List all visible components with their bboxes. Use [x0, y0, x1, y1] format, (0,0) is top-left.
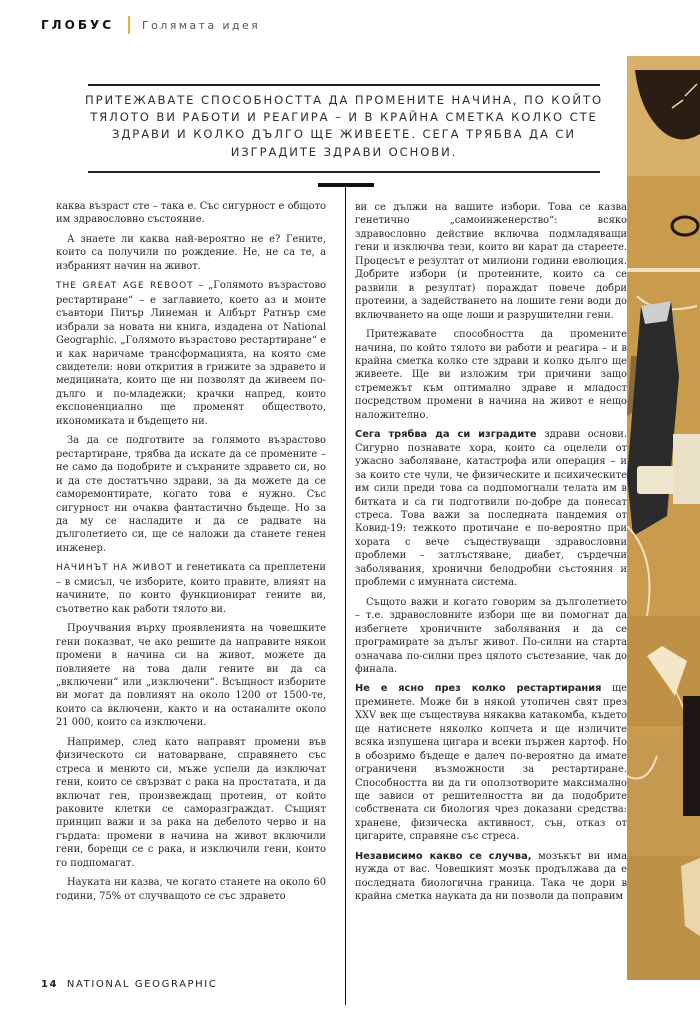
running-header [41, 13, 260, 37]
page-number: 14 [41, 979, 59, 990]
paragraph: А знаете ли каква най-вероятно не е? Гените, които са получили по рождение. Не, не са те, а избраният начин на живот. [56, 233, 326, 272]
paragraph: THE GREAT AGE REBOOT – „Голямото възрастово рестартиране“ – е заглавието, което аз и моите съавтори Питър Линеман и Албърт Ратнър сме избрали за новата ни книга, издадена от National Geographic. „Голямото възрастово рестартиране“ е и как наричаме трансформацията, на която сме свидетели: нови открития в грижите за здравето и медицината, които ще ни позволят да живеем по-дълго и по-младежки; крачки напред, които експоненциално ще променят обществото, икономиката и бъдещето ни. [56, 280, 326, 427]
topic-label: Голямата идея [142, 18, 261, 32]
section-lead-in: THE GREAT AGE REBOOT [56, 281, 194, 292]
paragraph: Притежавате способността да промените начина, по който тялото ви работи и реагира – и в крайна сметка колко сте здрави и колко дълго ще живеете. Ще ви изложим три причини защо стремежът към оптимално здраве и младост посредством промени в начина на живот е нещо наложително. [355, 329, 627, 421]
run-in-heading: Независимо какво се случва, [355, 850, 532, 862]
decorative-illustration [627, 56, 700, 980]
paragraph: Науката ни казва, че когато станете на около 60 години, 75% от случващото се със здравето [56, 877, 326, 902]
paragraph: Проучвания върху проявленията на човешките гени показват, че ако решите да направите някои промени в начина си на живот, можете да повлияете на това дали гените ви да са „включени“ или „изключени“. Всъщност изборите ви могат да повлияят на около 1200 от 1500-те, които са включени, както и на останалите около 21 000, които са изключени. [56, 623, 326, 729]
run-in-heading: Сега трябва да си изградите [355, 429, 537, 441]
bottom-rule [88, 171, 600, 173]
section-lead-in: НАЧИНЪТ НА ЖИВОТ [56, 563, 173, 574]
pull-quote: ПРИТЕЖАВАТЕ СПОСОБНОСТТА ДА ПРОМЕНИТЕ НАЧИНА, ПО КОЙТО ТЯЛОТО ВИ РАБОТИ И РЕАГИРА – И В КРАЙНА СМЕТКА КОЛКО СТЕ ЗДРАВИ И КОЛКО ДЪЛГО ЩЕ ЖИВЕЕТЕ. СЕГА ТРЯБВА ДА СИ ИЗГРАДИТЕ ЗДРАВИ ОСНОВИ. [85, 93, 603, 159]
magazine-name: NATIONAL GEOGRAPHIC [66, 979, 218, 990]
header-separator [128, 16, 130, 34]
paragraph: Същото важи и когато говорим за дълголетието – т.е. здравословните избори ще ви помогнат да избегнете хроничните заболявания и да се програмирате за дълъг живот. По-силни на старта означава по-силни през цялото състезание, чак до финала. [355, 596, 627, 675]
paragraph: Независимо какво се случва, мозъкът ви има нужда от вас. Човешкият мозък продължава да е последната биологична граница. Така че дори в крайна сметка науката да ни позволи да поправим [355, 850, 627, 903]
paragraph: Сега трябва да си изградите здрави основи. Сигурно познавате хора, които са оцелели от ужасно заболяване, катастрофа или операция – и за които сте чули, че физическите и психическите им сили преди това са подпомогнали телата им в битката и са ги подготвили по-добре да понесат стреса. Това важи за последната пандемия от Ковид-19: тежкото протичане е по-вероятно при хората с вече съществуващи здравословни проблеми – затлъстяване, диабет, сърдечни заболявания, хронични белодробни състояния и проблеми с имунната система. [355, 429, 627, 589]
paragraph: ви се дължи на вашите избори. Това се казва генетично „самоинженерство“: всяко здравословно действие включва подмладяващи гени и изключва тези, които ви карат да стареете. Процесът е резултат от милиони години еволюция. Добрите избори (и протеините, които са се развили в резултат) пораждат повече добри протеини, а задействането на лошите гени води до включването на още лоши и разрушителни гени. [355, 202, 627, 321]
column-divider [345, 186, 346, 1005]
paragraph: НАЧИНЪТ НА ЖИВОТ и генетиката са преплетени – в смисъл, че изборите, които правите, влияят на начините, по които функционират гените ви, съответно как работи тялото ви. [56, 562, 326, 615]
body-column-left [56, 200, 326, 1002]
paragraph: Например, след като направят промени във физическото си натоварване, справянето със стреса и менюто си, мъже успели да изключат гени, които се свързват с рака на простатата, и да включат ген, произвеждащ протеин, от който раковите клетки се саморазграждат. Същият принцип важи и за рака на дебелото черво и на гърдата: промени в начина на живот включили гени, борещи се с рака, и изключили гени, които го подпомагат. [56, 736, 326, 869]
column-divider-cap [318, 183, 374, 187]
paragraph: За да се подготвите за голямото възрастово рестартиране, трябва да искате да се промените – не само да подобрите и съхраните здравето си, но и да сте достатъчно здрави, за да можете да се саморемонтирате, когато това е нужно. Със сигурност ни очаква фантастично бъдеще. Но за да му се насладите и да се радвате на дълголетието си, ще се наложи да станете генен инженер. [56, 435, 326, 554]
body-column-right [355, 201, 627, 1003]
run-in-heading: Не е ясно през колко рестартирания [355, 683, 602, 695]
paragraph: Не е ясно през колко рестартирания ще преминете. Може би в някой утопичен свят през XXV век ще съществува някаква катакомба, където ще натиснете няколко копчета и ще изличите всяка изпушена цигара и всеки пържен картоф. Но в обозримо бъдеще е далеч по-вероятно да имате ограничени възможности за рестартиране. Способността ви да ги оползотворите максимално ще зависи от решителността ви да подобрите собствената си биология чрез доказани средства: хранене, физическа активност, сън, отказ от цигарите, справяне със стреса. [355, 683, 627, 843]
top-rule [88, 84, 600, 86]
folio [41, 979, 217, 990]
paragraph: каква възраст сте – така е. Със сигурност е общото им здравословно състояние. [56, 201, 326, 226]
section-label: ГЛОБУС [41, 18, 115, 32]
